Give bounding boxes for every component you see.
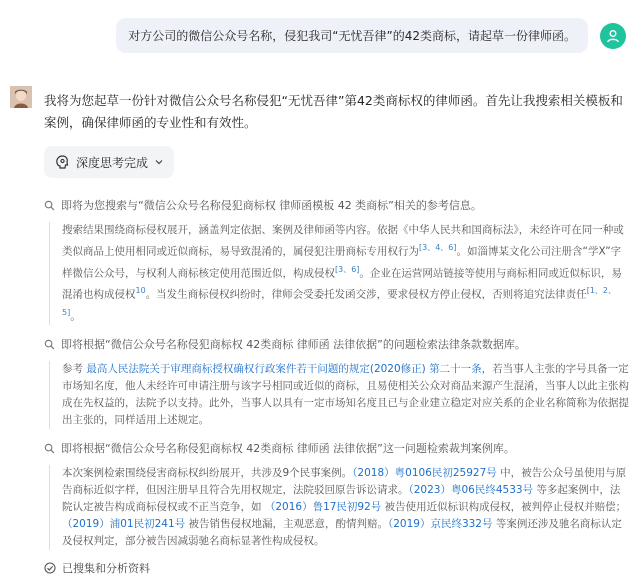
search-step-query-text: 即将根据“微信公众号名称侵犯商标权 42类商标 律师函 法律依据”的问题检索法律条款数据库。 [61, 338, 526, 351]
search-step-result [49, 222, 630, 325]
search-icon [44, 200, 55, 211]
result-text: 参考 [62, 363, 87, 375]
check-circle-icon [44, 562, 56, 574]
analysis-done-label: 已搜集和分析资料 [62, 562, 150, 575]
citation-link[interactable]: [1、2、5] [62, 286, 616, 317]
user-message-row [116, 18, 626, 53]
user-message-bubble: 对方公司的微信公众号名称，侵犯我司“无忧吾律”的42类商标，请起草一份律师函。 [116, 18, 588, 53]
search-icon [44, 339, 55, 350]
user-icon [606, 29, 620, 43]
result-text: 被告使用近似标识构成侵权，被判停止侵权并赔偿； [381, 501, 627, 513]
result-text: 。如淄博某文化公司注册含“学X”字样微信公众号，与权利人商标核定使用范围近似，构成侵权 [62, 245, 622, 279]
search-step-query [44, 333, 630, 355]
case-link[interactable]: （2019）浦01民初241号 [62, 518, 186, 530]
case-link[interactable]: 最高人民法院关于审理商标授权确权行政案件若干问题的规定(2020修正) 第二十一条 [86, 363, 482, 375]
thinking-steps [44, 194, 630, 578]
result-text: 。当发生商标侵权纠纷时，律师会受委托发函交涉，要求侵权方停止侵权，否则将追究法律责任 [145, 288, 587, 301]
assistant-intro-text: 我将为您起草一份针对微信公众号名称侵犯“无忧吾律”第42类商标权的律师函。首先让我搜索相关模板和案例，确保律师函的专业性和有效性。 [44, 93, 623, 130]
citation-link[interactable]: [3、4、6] [419, 243, 457, 252]
case-link[interactable]: （2018）粤0106民初25927号 [352, 467, 497, 479]
case-link[interactable]: （2019）京民终332号 [387, 518, 493, 530]
analysis-done-status [44, 558, 630, 578]
result-text: 。 [70, 310, 81, 322]
chevron-down-icon [154, 157, 164, 167]
result-text: 等多起案例中，法院认定被告构成商标侵权或不正当竞争，如 [62, 484, 621, 513]
assistant-avatar-icon [10, 86, 32, 108]
search-step-query [44, 194, 630, 216]
search-step-query-text: 即将为您搜索与“微信公众号名称侵犯商标权 律师函模板 42 类商标”相关的参考信息。 [61, 199, 482, 212]
result-text: ，若当事人主张的字号具备一定市场知名度，他人未经许可申请注册与该字号相同或近似的商标，且易使相关公众对商品来源产生混淆，当事人以此主张构成在先权益的，法院予以支持。此外，当事人以具有一定市场知名度且已与企业建立稳定对应关系的企业名称简称为依据提出主张的，同样适用上述规定。 [62, 363, 629, 426]
search-step-result [49, 465, 630, 550]
search-step-query-text: 即将根据“微信公众号名称侵犯商标权 42类商标 律师函 法律依据”这一问题检索裁判案例库。 [61, 442, 515, 455]
deep-thinking-label: 深度思考完成 [76, 155, 149, 170]
case-link[interactable]: （2016）鲁17民初92号 [264, 501, 382, 513]
thinking-icon [54, 154, 70, 170]
search-step-query [44, 437, 630, 459]
search-icon [44, 443, 55, 454]
deep-thinking-toggle[interactable] [44, 146, 174, 178]
search-step-result [49, 361, 630, 429]
assistant-avatar [10, 86, 32, 108]
case-link[interactable]: （2023）粤06民终4533号 [408, 484, 534, 496]
result-text: 中，被告公众号虽使用与原告商标近似字样，但因注册早且符合先用权规定，法院驳回原告诉讼请求。 [62, 467, 627, 496]
result-text: 本次案例检索围绕侵害商标权纠纷展开，共涉及9个民事案例。 [62, 467, 353, 479]
citation-link[interactable]: [3、6] [335, 264, 360, 274]
result-text: 。企业在运营网站链接等使用与商标相同或近似标识，易混淆也构成侵权 [62, 267, 622, 301]
user-avatar[interactable] [600, 23, 626, 49]
result-text: 被告销售侵权地漏，主观恶意，酌情判赔。 [185, 518, 388, 530]
result-text: 搜索结果围绕商标侵权展开，涵盖判定依据、案例及律师函等内容。依据《中华人民共和国商标法》，未经许可在同一种或类似商品上使用相同或近似商标，易导致混淆的，属侵犯注册商标专用权行为 [62, 224, 624, 258]
result-text: 等案例还涉及驰名商标认定及侵权判定，部分被告因减弱驰名商标显著性构成侵权。 [62, 518, 622, 547]
citation-link[interactable]: 10 [135, 286, 146, 295]
